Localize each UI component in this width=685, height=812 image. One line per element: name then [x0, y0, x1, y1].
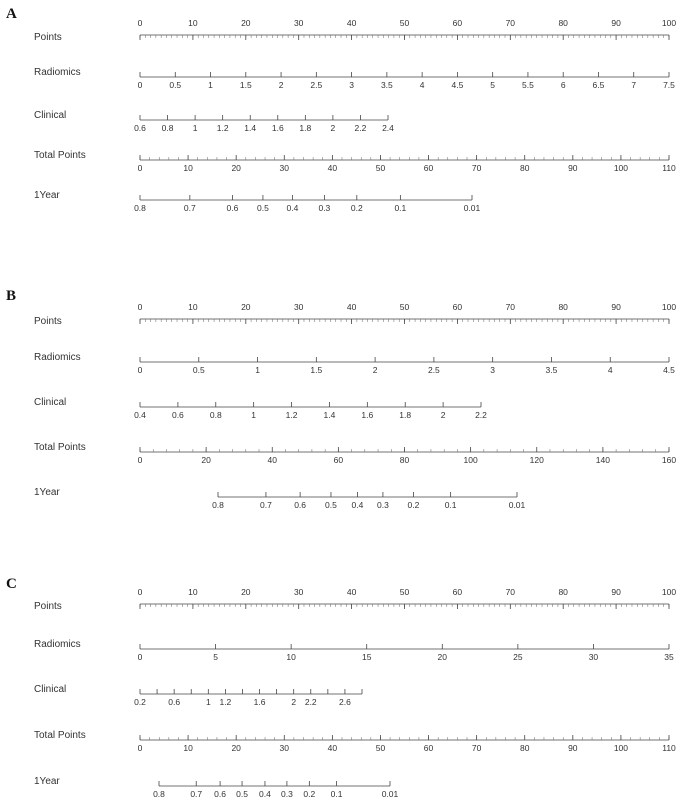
tick-label: 0: [137, 743, 143, 753]
tick-label: 40: [346, 18, 357, 28]
tick-label: 0.5: [325, 500, 337, 510]
tick-label: 2: [278, 80, 284, 90]
tick-label: 80: [558, 18, 568, 28]
row-label-radiomics: Radiomics: [34, 67, 81, 78]
tick-label: 10: [286, 652, 296, 662]
tick-label: 20: [241, 302, 251, 312]
tick-label: 0.01: [463, 203, 481, 213]
row-label-1year: 1Year: [34, 487, 60, 498]
tick-label: 0.7: [260, 500, 272, 510]
tick-label: 2: [330, 123, 336, 133]
tick-label: 1.8: [399, 410, 412, 420]
tick-label: 0.01: [381, 789, 399, 799]
tick-label: 6.5: [592, 80, 605, 90]
tick-label: 0: [137, 163, 143, 173]
tick-label: 100: [661, 587, 677, 597]
tick-label: 0.3: [318, 203, 331, 213]
tick-label: 110: [662, 743, 676, 753]
tick-label: 20: [231, 163, 241, 173]
tick-label: 3.5: [545, 365, 558, 375]
tick-label: 100: [613, 163, 629, 173]
tick-label: 90: [568, 743, 578, 753]
tick-label: 3.5: [380, 80, 393, 90]
tick-label: 6: [560, 80, 566, 90]
tick-label: 0.3: [377, 500, 389, 510]
tick-label: 0.1: [444, 500, 457, 510]
tick-label: 80: [558, 302, 568, 312]
tick-label: 35: [664, 652, 674, 662]
tick-label: 20: [201, 455, 211, 465]
tick-label: 40: [327, 743, 338, 753]
tick-label: 2: [440, 410, 446, 420]
tick-label: 0.6: [214, 789, 227, 799]
tick-label: 0.5: [236, 789, 248, 799]
tick-label: 60: [423, 163, 434, 173]
tick-label: 0.7: [183, 203, 196, 213]
tick-label: 110: [662, 163, 676, 173]
row-label-radiomics: Radiomics: [34, 639, 81, 650]
tick-label: 10: [183, 743, 193, 753]
tick-label: 70: [505, 18, 516, 28]
tick-label: 2: [372, 365, 378, 375]
tick-label: 0: [137, 80, 143, 90]
tick-label: 90: [568, 163, 578, 173]
tick-label: 25: [513, 652, 523, 662]
tick-label: 0.7: [190, 789, 203, 799]
tick-label: 100: [463, 455, 478, 465]
tick-label: 0: [137, 652, 143, 662]
tick-label: 10: [188, 18, 198, 28]
tick-label: 120: [529, 455, 544, 465]
tick-label: 0.3: [280, 789, 293, 799]
row-label-1year: 1Year: [34, 776, 60, 787]
tick-label: 1.6: [271, 123, 284, 133]
tick-label: 7.5: [663, 80, 675, 90]
tick-label: 2.5: [310, 80, 323, 90]
tick-label: 0.6: [226, 203, 239, 213]
tick-label: 40: [346, 587, 357, 597]
tick-label: 1.6: [361, 410, 374, 420]
tick-label: 0.2: [407, 500, 420, 510]
tick-label: 1.6: [253, 697, 266, 707]
row-label-total-points: Total Points: [34, 442, 86, 453]
tick-label: 40: [346, 302, 357, 312]
tick-label: 2.5: [427, 365, 440, 375]
tick-label: 80: [399, 455, 410, 465]
tick-label: 140: [595, 455, 610, 465]
tick-label: 0.6: [171, 410, 184, 420]
tick-label: 2: [291, 697, 297, 707]
row-label-1year: 1Year: [34, 190, 60, 201]
tick-label: 10: [183, 163, 193, 173]
tick-label: 1: [192, 123, 198, 133]
tick-label: 4: [607, 365, 613, 375]
tick-label: 30: [588, 652, 599, 662]
tick-label: 80: [519, 163, 530, 173]
tick-label: 50: [375, 743, 386, 753]
tick-label: 0.6: [134, 123, 146, 133]
tick-label: 20: [241, 18, 251, 28]
tick-label: 5.5: [522, 80, 534, 90]
tick-label: 50: [399, 302, 410, 312]
tick-label: 50: [399, 587, 410, 597]
row-label-points: Points: [34, 601, 62, 612]
tick-label: 10: [188, 587, 198, 597]
tick-label: 1.4: [323, 410, 336, 420]
tick-label: 15: [361, 652, 372, 662]
tick-label: 4: [419, 80, 425, 90]
row-label-clinical: Clinical: [34, 397, 67, 408]
tick-label: 2.2: [304, 697, 317, 707]
tick-label: 1.8: [299, 123, 312, 133]
tick-label: 160: [661, 455, 677, 465]
tick-label: 1.2: [216, 123, 229, 133]
tick-label: 5: [213, 652, 218, 662]
tick-label: 1: [251, 410, 257, 420]
tick-label: 0.8: [209, 410, 222, 420]
tick-label: 0.5: [169, 80, 182, 90]
tick-label: 30: [279, 743, 290, 753]
tick-label: 0: [137, 587, 143, 597]
tick-label: 60: [333, 455, 344, 465]
tick-label: 1.5: [310, 365, 323, 375]
tick-label: 0.5: [192, 365, 205, 375]
tick-label: 60: [423, 743, 434, 753]
tick-label: 3: [349, 80, 354, 90]
tick-label: 40: [327, 163, 338, 173]
tick-label: 0.8: [134, 203, 146, 213]
tick-label: 1: [205, 697, 211, 707]
tick-label: 70: [471, 163, 482, 173]
tick-label: 3: [490, 365, 496, 375]
tick-label: 0.2: [303, 789, 316, 799]
tick-label: 100: [661, 302, 677, 312]
tick-label: 90: [611, 18, 621, 28]
tick-label: 1: [255, 365, 260, 375]
tick-label: 40: [267, 455, 277, 465]
tick-label: 30: [279, 163, 290, 173]
tick-label: 0.6: [294, 500, 307, 510]
tick-label: 1.5: [239, 80, 252, 90]
tick-label: 100: [613, 743, 629, 753]
panel-label-b: B: [6, 288, 17, 304]
tick-label: 0.1: [394, 203, 407, 213]
tick-label: 0.8: [212, 500, 224, 510]
tick-label: 0.4: [134, 410, 146, 420]
tick-label: 2.2: [475, 410, 487, 420]
row-label-points: Points: [34, 32, 62, 43]
tick-label: 1.2: [219, 697, 232, 707]
tick-label: 1.4: [244, 123, 257, 133]
tick-label: 0.01: [508, 500, 526, 510]
tick-label: 0: [137, 18, 143, 28]
tick-label: 60: [452, 587, 463, 597]
row-label-radiomics: Radiomics: [34, 352, 81, 363]
row-label-total-points: Total Points: [34, 150, 86, 161]
tick-label: 0.4: [286, 203, 299, 213]
tick-label: 1: [208, 80, 213, 90]
tick-label: 7: [631, 80, 637, 90]
tick-label: 4.5: [663, 365, 675, 375]
tick-label: 50: [375, 163, 386, 173]
tick-label: 50: [399, 18, 410, 28]
tick-label: 70: [505, 302, 516, 312]
tick-label: 30: [293, 587, 304, 597]
tick-label: 0.2: [350, 203, 363, 213]
tick-label: 90: [611, 302, 621, 312]
tick-label: 4.5: [451, 80, 464, 90]
tick-label: 20: [241, 587, 251, 597]
tick-label: 0: [137, 455, 143, 465]
panel-label-a: A: [6, 6, 17, 22]
row-label-points: Points: [34, 316, 62, 327]
tick-label: 70: [471, 743, 482, 753]
tick-label: 0.6: [168, 697, 181, 707]
tick-label: 100: [661, 18, 677, 28]
tick-label: 2.6: [339, 697, 351, 707]
tick-label: 30: [293, 18, 304, 28]
tick-label: 20: [231, 743, 241, 753]
tick-label: 0.2: [134, 697, 146, 707]
tick-label: 0.4: [259, 789, 271, 799]
tick-label: 30: [293, 302, 304, 312]
tick-label: 0: [137, 302, 143, 312]
tick-label: 10: [188, 302, 198, 312]
tick-label: 90: [611, 587, 621, 597]
tick-label: 80: [558, 587, 568, 597]
row-label-clinical: Clinical: [34, 684, 67, 695]
panel-label-c: C: [6, 576, 17, 592]
tick-label: 20: [437, 652, 448, 662]
tick-label: 2.4: [382, 123, 394, 133]
row-label-total-points: Total Points: [34, 730, 86, 741]
tick-label: 0.1: [330, 789, 343, 799]
tick-label: 2.2: [354, 123, 367, 133]
tick-label: 0.8: [153, 789, 165, 799]
tick-label: 60: [452, 18, 463, 28]
tick-label: 1.2: [285, 410, 298, 420]
tick-label: 70: [505, 587, 516, 597]
row-label-clinical: Clinical: [34, 110, 67, 121]
tick-label: 80: [519, 743, 530, 753]
tick-label: 5: [490, 80, 496, 90]
tick-label: 0.8: [161, 123, 174, 133]
tick-label: 60: [452, 302, 463, 312]
tick-label: 0.5: [257, 203, 269, 213]
tick-label: 0: [137, 365, 143, 375]
tick-label: 0.4: [351, 500, 364, 510]
